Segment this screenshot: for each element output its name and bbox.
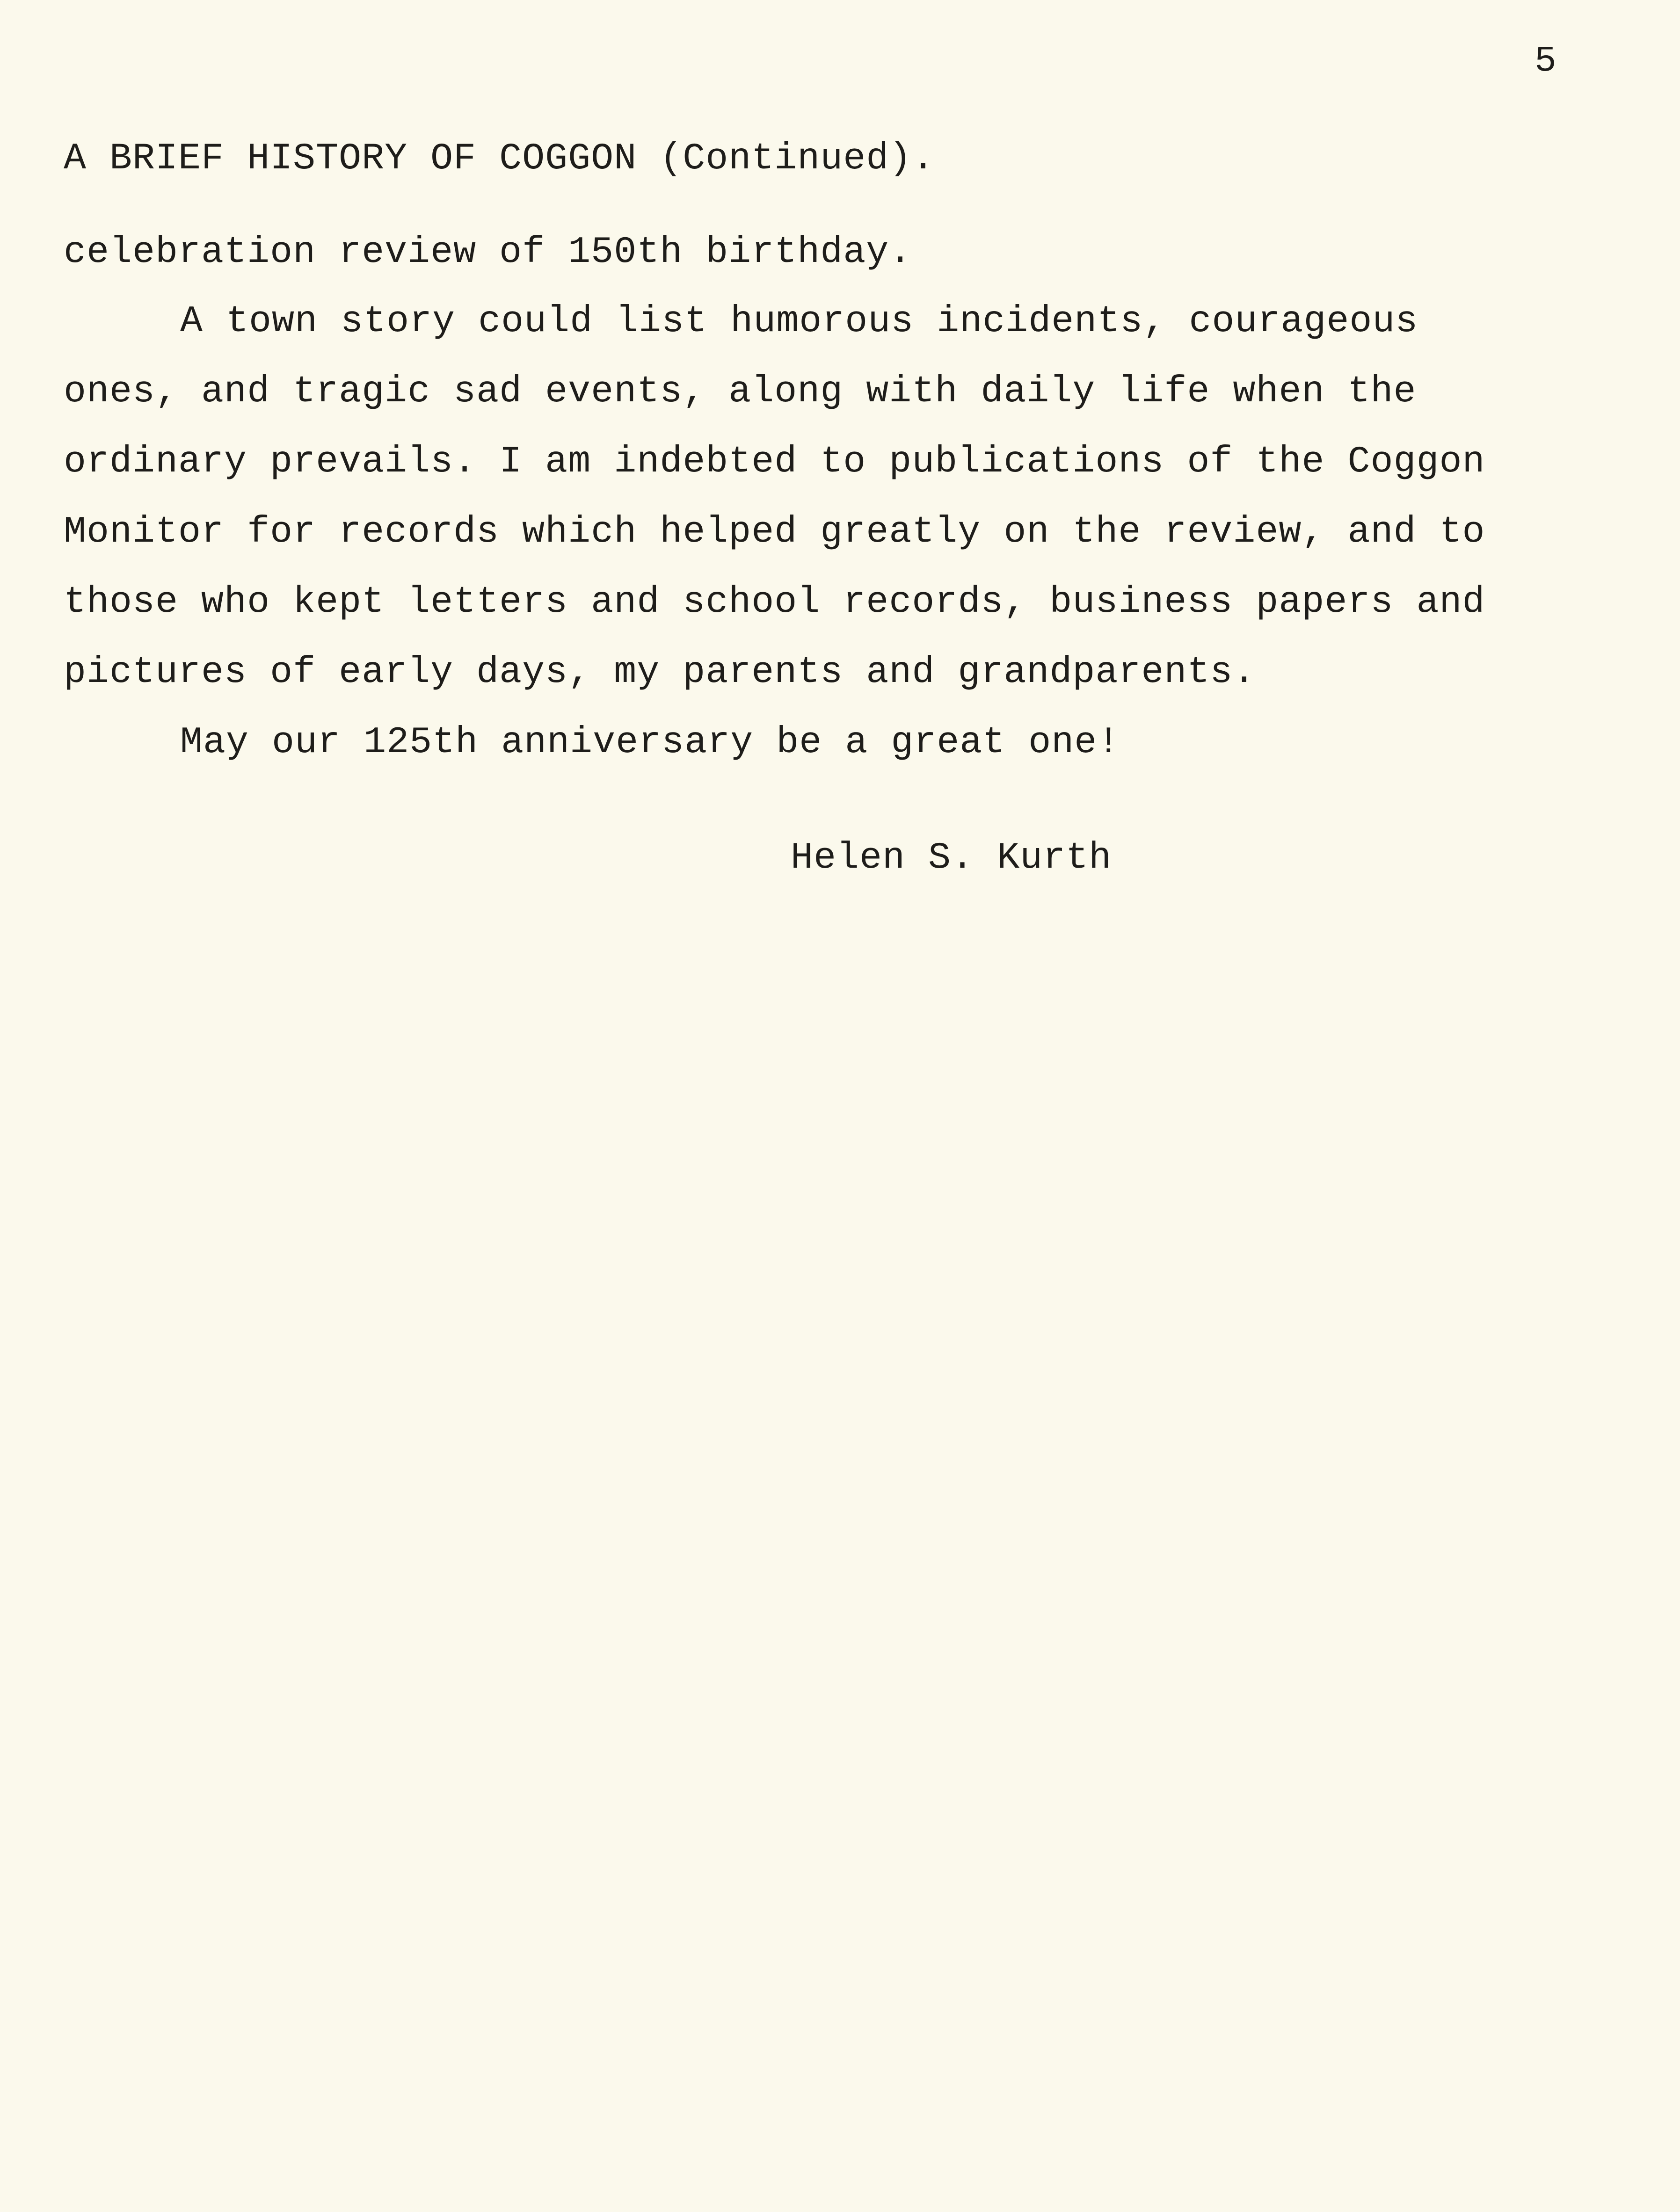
article-line-3: ones, and tragic sad events, along with daily life when the [64,370,1417,413]
article-line-7: pictures of early days, my parents and grandparents. [64,651,1256,694]
article-line-2: A town story could list humorous incidents, courageous [180,300,1418,343]
article-line-4: ordinary prevails. I am indebted to publications of the Coggon [64,441,1485,483]
article-line-5: Monitor for records which helped greatly on the review, and to [64,511,1485,553]
page-number: 5 [1535,41,1556,82]
article-heading: A BRIEF HISTORY OF COGGON (Continued). [64,138,935,180]
article-line-6: those who kept letters and school records, business papers and [64,581,1485,624]
author-signature: Helen S. Kurth [791,837,1112,879]
article-line-1: celebration review of 150th birthday. [64,231,912,274]
article-line-8: May our 125th anniversary be a great one! [180,721,1120,764]
